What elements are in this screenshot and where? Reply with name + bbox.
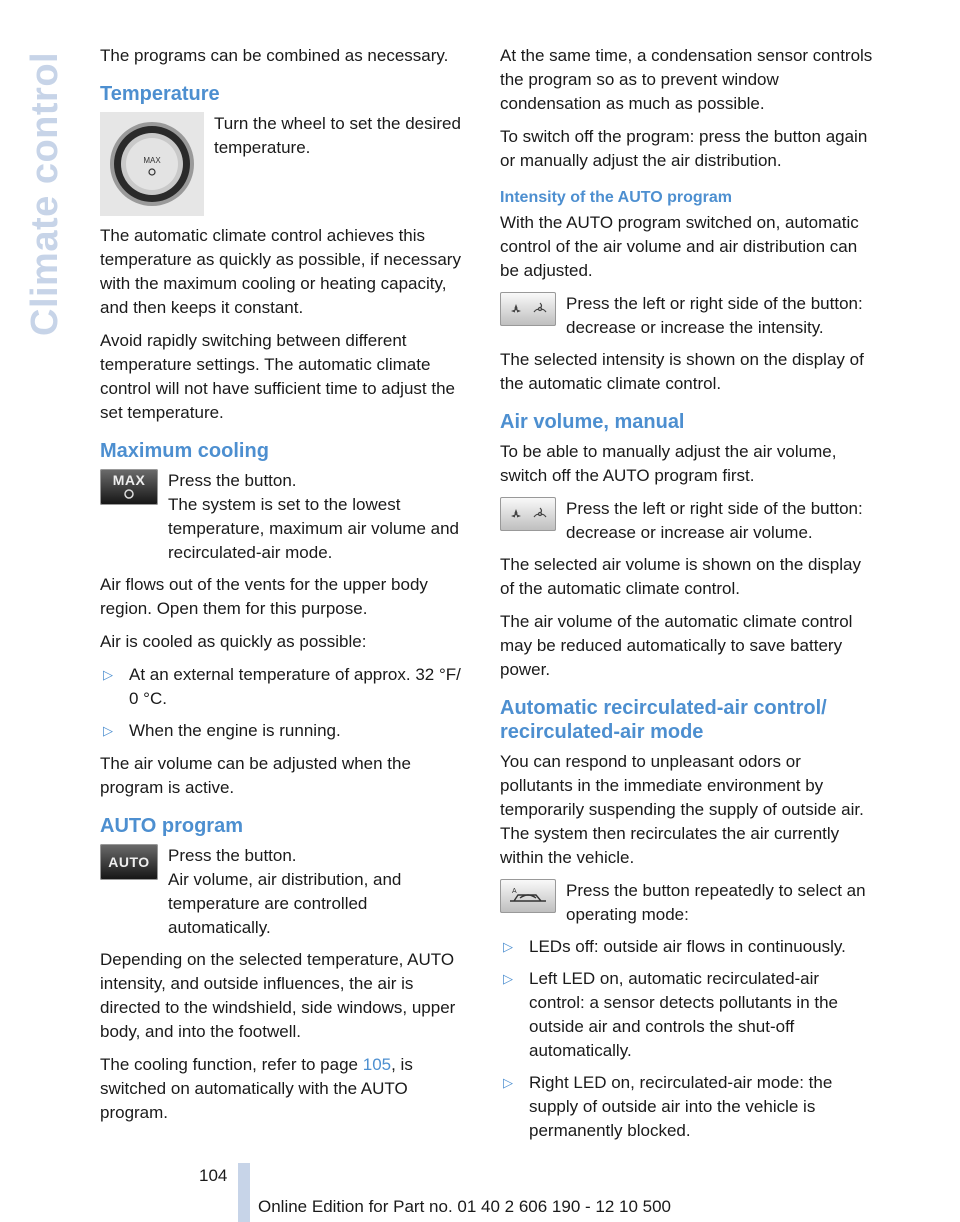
footer-bar bbox=[238, 1163, 250, 1222]
recirculated-air-paragraph-1: You can respond to unpleasant odors or pollutants in the immediate environment by temporarily suspending the supply of outside air. The system then recirculates the air currently within the vehicle. bbox=[500, 752, 864, 867]
temperature-heading: Temperature bbox=[100, 83, 220, 105]
auto-program-p2-before: The cooling function, refer to page bbox=[100, 1055, 363, 1074]
car-recirculation-icon bbox=[506, 885, 550, 907]
intensity-paragraph-2: The selected intensity is shown on the display of the automatic climate control. bbox=[500, 350, 864, 393]
air-volume-heading: Air volume, manual bbox=[500, 411, 685, 433]
auto-program-line-1: Press the button. bbox=[168, 846, 297, 865]
fan-icon bbox=[508, 302, 548, 316]
auto-program-line-2: Air volume, air distribution, and temperature are controlled automatically. bbox=[168, 870, 402, 937]
air-volume-paragraph-3: The air volume of the automatic climate control may be reduced automatically to save battery power. bbox=[500, 612, 853, 679]
list-item: ▷ At an external temperature of approx. 32 °F/ 0 °C. bbox=[100, 663, 474, 711]
condensation-paragraph: At the same time, a condensation sensor controls the program so as to prevent window condensation as much as possible. bbox=[500, 46, 873, 113]
svg-text:A: A bbox=[512, 888, 517, 895]
section-title-text: Climate control bbox=[24, 51, 66, 336]
auto-program-heading: AUTO program bbox=[100, 815, 243, 837]
max-cooling-figure bbox=[100, 469, 474, 565]
max-cooling-paragraph-3: The air volume can be adjusted when the program is active. bbox=[100, 754, 411, 797]
air-volume-figure bbox=[500, 497, 874, 545]
temperature-dial-image bbox=[100, 112, 204, 216]
max-cooling-paragraph-2: Air is cooled as quickly as possible: bbox=[100, 632, 367, 651]
max-cooling-line-2: The system is set to the lowest temperature, maximum air volume and recirculated-air mode. bbox=[168, 495, 460, 562]
auto-program-paragraph-2 bbox=[100, 1053, 474, 1125]
auto-program-figure bbox=[100, 844, 474, 940]
intensity-paragraph-1: With the AUTO program switched on, automatic control of the air volume and air distribution can be adjusted. bbox=[500, 213, 859, 280]
list-item: ▷ When the engine is running. bbox=[100, 719, 474, 743]
temperature-paragraph-1: The automatic climate control achieves this temperature as quickly as possible, if necessary with the maximum cooling or heating capacity, and then keeps it constant. bbox=[100, 226, 461, 317]
max-button-image bbox=[100, 469, 158, 505]
recirculated-air-figure bbox=[500, 879, 874, 927]
auto-program-paragraph-1: Depending on the selected temperature, AUTO intensity, and outside influences, the air is directed to the windshield, side windows, upper body, and into the footwell. bbox=[100, 950, 456, 1041]
sidebar-section-title bbox=[18, 40, 78, 340]
right-column bbox=[500, 44, 874, 1152]
fan-button-image bbox=[500, 497, 556, 531]
page-number: 104 bbox=[199, 1166, 228, 1185]
dial-max-label: MAX bbox=[143, 156, 161, 165]
list-item: ▷ Right LED on, recirculated-air mode: the supply of outside air into the vehicle is permanently blocked. bbox=[500, 1071, 874, 1143]
intensity-figure-text: Press the left or right side of the button: decrease or increase the intensity. bbox=[566, 294, 863, 337]
switch-off-paragraph: To switch off the program: press the button again or manually adjust the air distribution. bbox=[500, 127, 868, 170]
auto-program-p2-after: , is switched on automatically with the AUTO program. bbox=[100, 1055, 413, 1122]
intensity-heading: Intensity of the AUTO program bbox=[500, 189, 733, 206]
left-column bbox=[100, 44, 474, 1134]
fan-icon bbox=[508, 507, 548, 521]
air-volume-paragraph-2: The selected air volume is shown on the display of the automatic climate control. bbox=[500, 555, 861, 598]
recirculated-air-heading: Automatic recirculated-air control/ recirculated-air mode bbox=[500, 697, 827, 743]
max-cooling-line-1: Press the button. bbox=[168, 471, 297, 490]
snowflake-icon bbox=[122, 487, 136, 501]
list-item: ▷ Left LED on, automatic recirculated-air control: a sensor detects pollutants in the outside air and controls the shut-off automatically. bbox=[500, 967, 874, 1063]
temperature-dial-icon bbox=[108, 120, 196, 208]
max-cooling-conditions-list bbox=[100, 663, 474, 743]
auto-button-label: AUTO bbox=[108, 854, 150, 870]
operating-modes-list bbox=[500, 935, 874, 1143]
recirculated-air-figure-text: Press the button repeatedly to select an operating mode: bbox=[566, 881, 866, 924]
page-reference-link[interactable]: 105 bbox=[362, 1055, 392, 1074]
temperature-figure bbox=[100, 112, 474, 216]
online-edition-text: Online Edition for Part no. 01 40 2 606 190 - 12 10 500 bbox=[258, 1197, 672, 1216]
list-item: ▷ LEDs off: outside air flows in continuously. bbox=[500, 935, 874, 959]
air-volume-figure-text: Press the left or right side of the button: decrease or increase air volume. bbox=[566, 499, 863, 542]
max-cooling-paragraph-1: Air flows out of the vents for the upper body region. Open them for this purpose. bbox=[100, 575, 428, 618]
max-cooling-heading: Maximum cooling bbox=[100, 440, 269, 462]
auto-program-figure-text bbox=[168, 844, 474, 940]
recirculation-button-image bbox=[500, 879, 556, 913]
max-button-label: MAX bbox=[112, 472, 146, 488]
auto-button-image bbox=[100, 844, 158, 880]
air-volume-paragraph-1: To be able to manually adjust the air volume, switch off the AUTO program first. bbox=[500, 442, 837, 485]
max-cooling-figure-text bbox=[168, 469, 474, 565]
temperature-paragraph-2: Avoid rapidly switching between different temperature settings. The automatic climate control will not have sufficient time to adjust the set temperature. bbox=[100, 331, 455, 422]
intensity-figure bbox=[500, 292, 874, 340]
intro-paragraph: The programs can be combined as necessary. bbox=[100, 46, 449, 65]
temperature-figure-text: Turn the wheel to set the desired temperature. bbox=[214, 114, 461, 157]
fan-button-image bbox=[500, 292, 556, 326]
